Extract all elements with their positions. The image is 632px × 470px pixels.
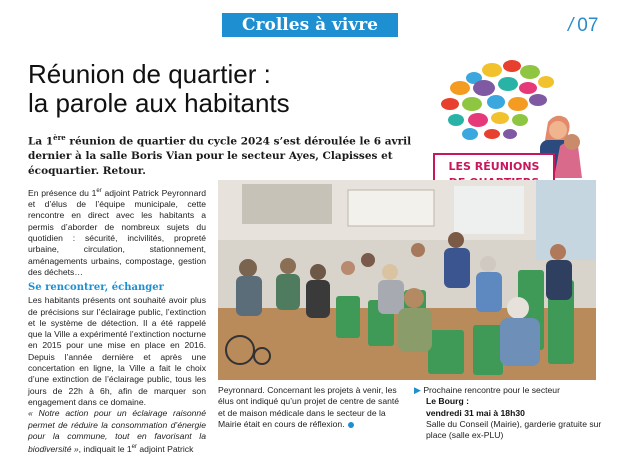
next-meeting-box: [414, 385, 604, 441]
paragraph-quote: « Notre action pour un éclairage raisonné permet de réduire la consommation d’énergie pour la commune, tout en favorisant la biodiversité », indiquait le 1er adjoint Patrick: [28, 408, 206, 454]
next-meeting-place: Salle du Conseil (Mairie), garderie gratuite sur place (salle ex-PLU): [426, 418, 602, 441]
arrow-icon: ▶: [414, 385, 421, 395]
page-number-value: 07: [577, 15, 599, 36]
quote: « Notre action pour un éclairage raisonné permet de réduire la consommation d’énergie pour la commune, tout en favorisant la biodiversité »: [28, 408, 206, 454]
logo-line1: LES RÉUNIONS: [448, 160, 540, 173]
next-meeting-date: vendredi 31 mai à 18h30: [426, 407, 525, 418]
article-column-1: [28, 186, 206, 455]
headline: [28, 60, 428, 118]
section-tag: Crolles à vivre: [222, 13, 398, 37]
page-slash: /: [568, 15, 574, 36]
article-column-2: [218, 385, 404, 430]
paragraph-projects: Peyronnard. Concernant les projets à venir, les élus ont indiqué qu’un projet de centre de santé et de maison médicale dans le secteur de la Mairie était en cours de réflexion.: [218, 385, 400, 429]
page-number: [568, 14, 598, 38]
next-meeting-intro: Prochaine rencontre pour le secteur: [423, 385, 560, 395]
headline-line2: la parole aux habitants: [28, 88, 290, 118]
paragraph-lighting: Les habitants présents ont souhaité avoir plus de précisions sur l’éclairage public, l’extinction et le système de détection. Il a été rappelé que la Ville a expérimenté l’extinction nocturne en 2015 pour une mise en place en 2016. Depuis l’année dernière et après une concertation en ligne, la Ville a fait le choix d’une extinction de l’éclairage public, tous les jours de 22h à 6h, afin de marquer son engagement dans ce domaine.: [28, 295, 206, 407]
subhead: Se rencontrer, échanger: [28, 282, 164, 294]
paragraph-intro: En présence du 1er adjoint Patrick Peyronnard et d’élus de l’équipe municipale, cette rencontre en direct avec les habitants a permis d’aborder de nombreux sujets du quotidien : sécurité, incivilités, propreté urbaine, circulation, stationnement, aménagements urbains, compostage, gestion des déchets…: [28, 187, 206, 277]
meeting-photo: [218, 180, 596, 380]
article-lead: La 1ère réunion de quartier du cycle 2024 s’est déroulée le 6 avril dernier à la salle Boris Vian pour le secteur Ayes, Clapisses et écoquartier. Retour.: [28, 133, 412, 177]
end-mark-icon: [348, 422, 354, 428]
speech-bubbles-icon: [441, 60, 554, 140]
next-meeting-sector: Le Bourg :: [426, 396, 469, 407]
headline-line1: Réunion de quartier :: [28, 59, 271, 89]
